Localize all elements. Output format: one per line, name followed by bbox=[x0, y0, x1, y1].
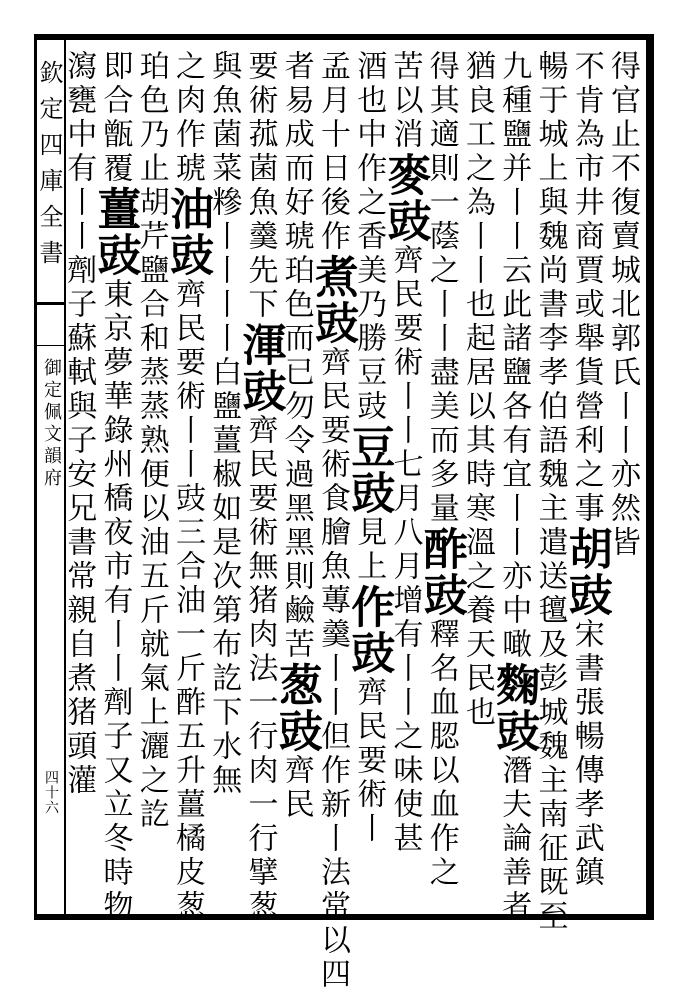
text-run: 中作之香美乃勝豆豉 bbox=[351, 118, 387, 424]
text-column bbox=[206, 50, 247, 910]
book-subtitle: 御定佩文韻府 bbox=[41, 358, 62, 490]
text-run: 九種鹽并丨丨云此諸鹽各有宜丨丨亦中噉 bbox=[496, 50, 532, 662]
text-run: 丨法常以四 bbox=[315, 822, 350, 992]
headword: 葱豉 bbox=[270, 662, 322, 754]
book-title: 欽定四庫全書 bbox=[35, 60, 63, 276]
text-run: 增有丨丨之味使甚 bbox=[387, 584, 423, 856]
headword: 油豉 bbox=[162, 186, 213, 278]
text-run: 之養天民也 bbox=[460, 560, 495, 730]
text-run: 齊民要術丨丨七月八月 bbox=[387, 244, 423, 584]
text-column bbox=[343, 50, 395, 910]
text-run: 即合甑覆 bbox=[97, 50, 133, 186]
text-run: 琥珀色而已勿令過黑黑則鹼苦 bbox=[278, 220, 314, 662]
text-column bbox=[133, 50, 175, 910]
text-run: 瀉甕中 bbox=[61, 50, 97, 152]
text-run: 者易成而好 bbox=[278, 50, 314, 220]
text-run: 得其適則一蔭之丨丨盡美而多量 bbox=[423, 50, 459, 526]
text-run: 苦以消 bbox=[387, 50, 423, 152]
text-run: 有丨丨劑子蘇軾與子安兄書常親自煮猪頭灌 bbox=[61, 152, 97, 798]
text-run: 釋名血䏰以血作之 bbox=[423, 618, 459, 890]
text-run: 不肯為市井商賈或舉貨營利之事 bbox=[568, 50, 604, 526]
headword: 麥豉 bbox=[379, 152, 431, 244]
headword: 作豉 bbox=[343, 584, 395, 676]
text-run: 齊民要術丨 bbox=[351, 676, 387, 846]
text-column bbox=[234, 50, 286, 924]
text-column bbox=[270, 50, 322, 910]
frame-top-rule bbox=[34, 34, 654, 40]
text-run: 宋書張暢傳孝武鎮 bbox=[568, 618, 604, 890]
headword: 豆豉 bbox=[343, 424, 395, 516]
text-column bbox=[488, 50, 540, 924]
text-run: 丨丨白鹽薑椒如是次第布訖下水無 bbox=[206, 288, 242, 798]
headword: 胡豉 bbox=[560, 526, 612, 618]
text-run: 珀色乃止 bbox=[133, 50, 169, 186]
text-column bbox=[415, 50, 467, 910]
text-run: 彭城魏主南征既至 bbox=[532, 662, 568, 934]
text-run: 齊民要術食膾魚蓴羹丨丨但作新 bbox=[315, 346, 350, 822]
text-run: 孟月十日後作 bbox=[315, 50, 350, 254]
text-run: 齊民 bbox=[278, 754, 314, 822]
text-run: 與魚菌菜糝丨丨 bbox=[206, 50, 242, 288]
page-number: 四十六 bbox=[43, 770, 59, 815]
text-column bbox=[162, 50, 213, 924]
text-run: 潛夫論善者 bbox=[496, 754, 532, 924]
text-run: 暢于城上與魏尚書李孝伯語魏主遣送氊及 bbox=[532, 50, 568, 662]
headword: 麴豉 bbox=[488, 662, 540, 754]
headword: 渾豉 bbox=[234, 322, 286, 414]
frame-right-rule bbox=[646, 34, 654, 920]
text-column bbox=[560, 50, 612, 910]
text-run: 酒也 bbox=[351, 50, 387, 118]
text-run: 上 bbox=[351, 550, 387, 584]
text-column bbox=[89, 50, 141, 924]
text-run: 猶良工之為丨丨也起居以其時寒溫 bbox=[460, 50, 495, 560]
text-column bbox=[460, 50, 501, 910]
text-column bbox=[605, 50, 646, 910]
text-run: 之肉作琥 bbox=[170, 50, 205, 186]
headword: 煮豉 bbox=[307, 254, 358, 346]
text-run: 胡芹鹽合和蒸蒸熟便以油五斤就氣上灑之訖 bbox=[133, 186, 169, 832]
text-run: 見 bbox=[351, 516, 387, 550]
text-run: 要術菰菌魚羹先下 bbox=[242, 50, 278, 322]
text-run: 齊民要術無猪肉法一行肉一行擘葱 bbox=[242, 414, 278, 924]
headword: 酢豉 bbox=[415, 526, 467, 618]
text-run: 齊民要術丨丨豉三合油一斤酢五升薑橘皮葱 bbox=[170, 278, 205, 924]
text-column bbox=[307, 50, 358, 992]
text-run: 東京夢華錄州橋夜市有丨丨劑子又立冬時物 bbox=[97, 278, 133, 924]
text-run: 得官止不復賣城北郭氏丨丨亦然皆 bbox=[605, 50, 640, 560]
text-column bbox=[61, 50, 102, 910]
text-column bbox=[532, 50, 573, 934]
text-column bbox=[379, 50, 431, 910]
headword: 薑豉 bbox=[89, 186, 141, 278]
